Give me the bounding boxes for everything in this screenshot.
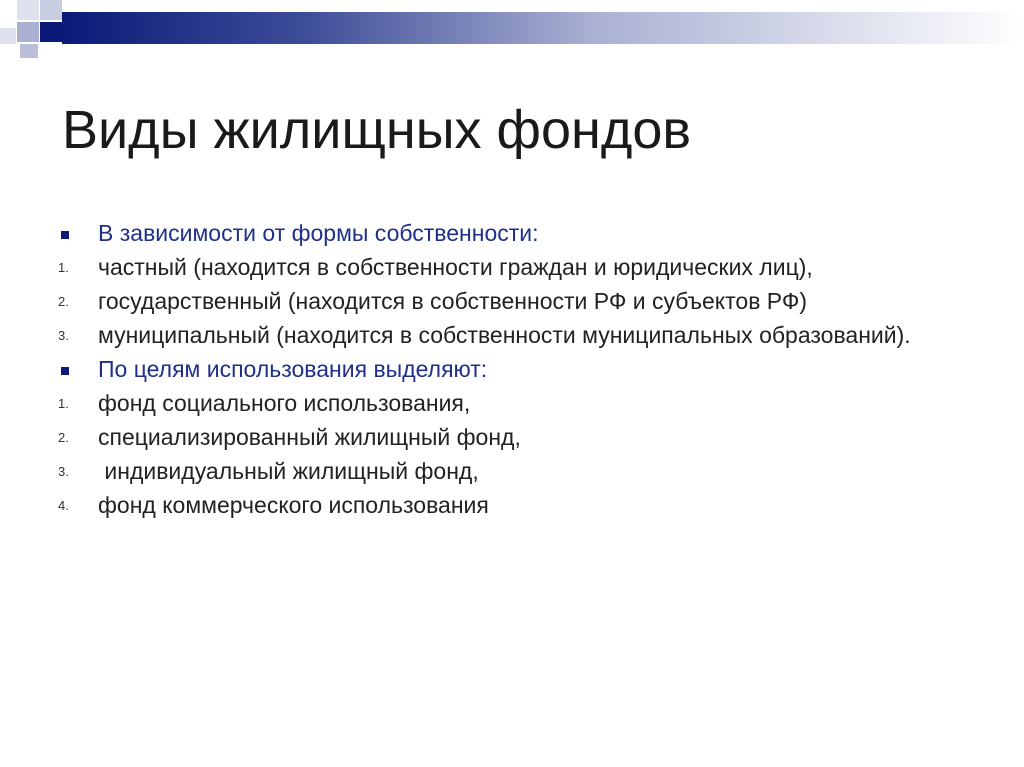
deco-square	[40, 0, 62, 20]
section-heading: По целям использования выделяют:	[58, 356, 958, 383]
item-text: специализированный жилищный фонд,	[98, 424, 521, 450]
list-item	[58, 254, 958, 281]
item-text: государственный (находится в собственности РФ и субъектов РФ)	[98, 288, 808, 314]
deco-square	[17, 0, 39, 20]
item-number: 2.	[58, 430, 69, 445]
item-number: 4.	[58, 498, 69, 513]
list-item	[58, 288, 958, 315]
deco-square	[40, 22, 62, 42]
item-number: 1.	[58, 260, 69, 275]
item-text: индивидуальный жилищный фонд,	[98, 458, 479, 484]
list-item	[58, 322, 958, 349]
deco-square	[17, 22, 39, 42]
square-bullet-icon	[61, 231, 69, 239]
item-number: 3.	[58, 328, 69, 343]
square-bullet-icon	[61, 367, 69, 375]
list-item	[58, 492, 958, 519]
slide-content	[58, 220, 958, 526]
item-text: частный (находится в собственности граждан и юридических лиц),	[98, 254, 813, 280]
item-number: 2.	[58, 294, 69, 309]
list-item	[58, 390, 958, 417]
item-number: 3.	[58, 464, 69, 479]
item-text: фонд социального использования,	[98, 390, 471, 416]
slide-title: Виды жилищных фондов	[62, 100, 692, 160]
section-heading: В зависимости от формы собственности:	[58, 220, 958, 247]
item-text: фонд коммерческого использования	[98, 492, 489, 518]
header-gradient-band	[62, 12, 1024, 44]
deco-square	[20, 44, 38, 58]
list-item	[58, 458, 958, 485]
item-text: муниципальный (находится в собственности муниципальных образований).	[98, 322, 911, 348]
deco-square	[0, 28, 16, 44]
item-number: 1.	[58, 396, 69, 411]
list-item	[58, 424, 958, 451]
